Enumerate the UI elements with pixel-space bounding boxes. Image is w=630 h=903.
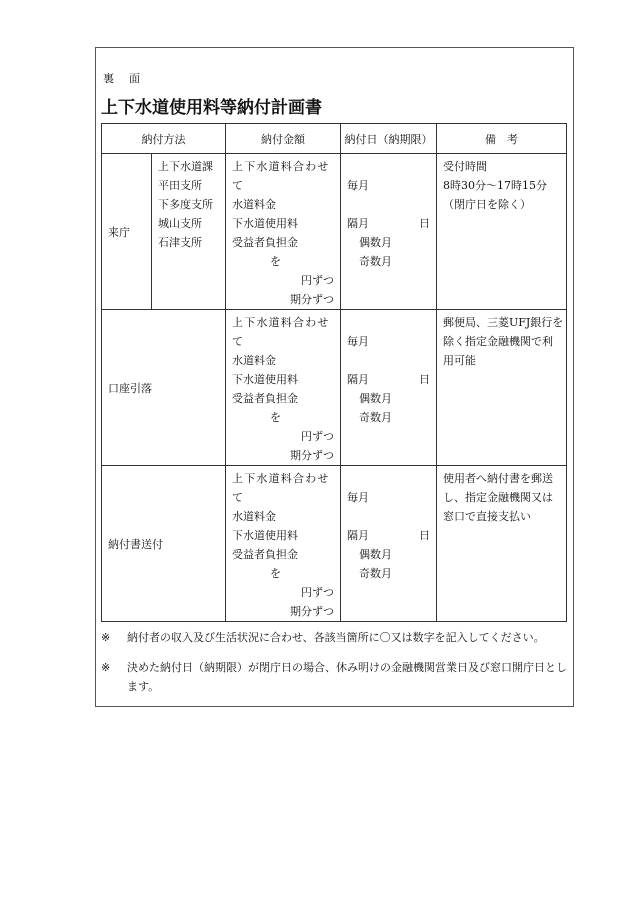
amount-sewer-fee: 下水道使用料	[232, 529, 298, 542]
amount-yen-each: 円ずつ	[301, 430, 334, 443]
remarks-cell	[437, 154, 567, 310]
amount-cell	[226, 310, 341, 466]
amount-yen-each: 円ずつ	[301, 274, 334, 287]
document-title: 上下水道使用料等納付計画書	[101, 98, 322, 118]
amount-combined-suffix: て	[232, 335, 243, 348]
remarks-line: 用可能	[443, 354, 476, 367]
amount-beneficiary: 受益者負担金	[232, 548, 298, 561]
header-deadline: 納付日（納期限）	[341, 124, 437, 154]
remarks-cell	[437, 466, 567, 622]
remarks-line: 窓口で直接支払い	[443, 510, 531, 523]
notes-section	[101, 628, 567, 707]
office-item: 城山支所	[158, 217, 202, 230]
amount-water-fee: 水道料金	[232, 198, 276, 211]
amount-installments-each: 期分ずつ	[290, 293, 334, 306]
amount-combined: 上下水道料合わせ	[232, 316, 330, 329]
deadline-day: 日	[419, 373, 430, 386]
deadline-even-month: 偶数月	[359, 236, 392, 249]
side-label: 裏 面	[103, 72, 142, 85]
office-item: 上下水道課	[158, 160, 213, 173]
note-mark: ※	[101, 661, 111, 674]
amount-combined: 上下水道料合わせ	[232, 160, 330, 173]
deadline-monthly: 毎月	[347, 335, 369, 348]
amount-beneficiary: 受益者負担金	[232, 392, 298, 405]
amount-cell	[226, 154, 341, 310]
table-row-visit	[102, 154, 567, 310]
note-text: 決めた納付日（納期限）が閉庁日の場合、休み明けの金融機関営業日及び窓口開庁日とします。	[127, 661, 567, 693]
deadline-cell	[341, 466, 437, 622]
header-method: 納付方法	[102, 124, 226, 154]
amount-installments-each: 期分ずつ	[290, 605, 334, 618]
header-remarks: 備 考	[437, 124, 567, 154]
table-header-row	[102, 124, 567, 154]
method-account-debit: 口座引落	[102, 310, 226, 466]
amount-cell	[226, 466, 341, 622]
remarks-line: 使用者へ納付書を郵送	[443, 472, 553, 485]
method-visit: 来庁	[102, 154, 152, 310]
remarks-line: 郵便局、三菱UFJ銀行を	[443, 316, 564, 329]
deadline-even-month: 偶数月	[359, 548, 392, 561]
amount-combined-suffix: て	[232, 491, 243, 504]
deadline-even-month: 偶数月	[359, 392, 392, 405]
deadline-alternate: 隔月 日	[347, 214, 430, 233]
deadline-day: 日	[419, 529, 430, 542]
amount-beneficiary: 受益者負担金	[232, 236, 298, 249]
remarks-line: 受付時間	[443, 160, 487, 173]
deadline-alternate: 隔月 日	[347, 526, 430, 545]
deadline-odd-month: 奇数月	[359, 411, 392, 424]
note-mark: ※	[101, 631, 111, 644]
deadline-alternate: 隔月 日	[347, 370, 430, 389]
deadline-cell	[341, 310, 437, 466]
deadline-cell	[341, 154, 437, 310]
amount-particle: を	[270, 411, 281, 424]
deadline-day: 日	[419, 217, 430, 230]
amount-sewer-fee: 下水道使用料	[232, 217, 298, 230]
payment-plan-table	[101, 123, 567, 622]
amount-particle: を	[270, 567, 281, 580]
amount-installments-each: 期分ずつ	[290, 449, 334, 462]
method-payment-slip: 納付書送付	[102, 466, 226, 622]
remarks-line: 8時30分～17時15分	[443, 179, 547, 192]
amount-combined: 上下水道料合わせ	[232, 472, 330, 485]
remarks-line: （閉庁日を除く）	[443, 198, 531, 211]
header-amount: 納付金額	[226, 124, 341, 154]
deadline-odd-month: 奇数月	[359, 255, 392, 268]
table-row-debit	[102, 310, 567, 466]
office-item: 下多度支所	[158, 198, 213, 211]
amount-combined-suffix: て	[232, 179, 243, 192]
amount-sewer-fee: 下水道使用料	[232, 373, 298, 386]
remarks-line: 除く指定金融機関で利	[443, 335, 553, 348]
deadline-monthly: 毎月	[347, 491, 369, 504]
note-item	[101, 658, 567, 696]
deadline-odd-month: 奇数月	[359, 567, 392, 580]
office-item: 石津支所	[158, 236, 202, 249]
table-row-bill	[102, 466, 567, 622]
remarks-line: し、指定金融機関又は	[443, 491, 553, 504]
office-list	[152, 154, 226, 310]
office-item: 平田支所	[158, 179, 202, 192]
amount-water-fee: 水道料金	[232, 354, 276, 367]
amount-yen-each: 円ずつ	[301, 586, 334, 599]
deadline-monthly: 毎月	[347, 179, 369, 192]
note-text: 納付者の収入及び生活状況に合わせ、各該当箇所に〇又は数字を記入してください。	[127, 631, 545, 644]
amount-water-fee: 水道料金	[232, 510, 276, 523]
remarks-cell	[437, 310, 567, 466]
note-item	[101, 628, 567, 647]
amount-particle: を	[270, 255, 281, 268]
